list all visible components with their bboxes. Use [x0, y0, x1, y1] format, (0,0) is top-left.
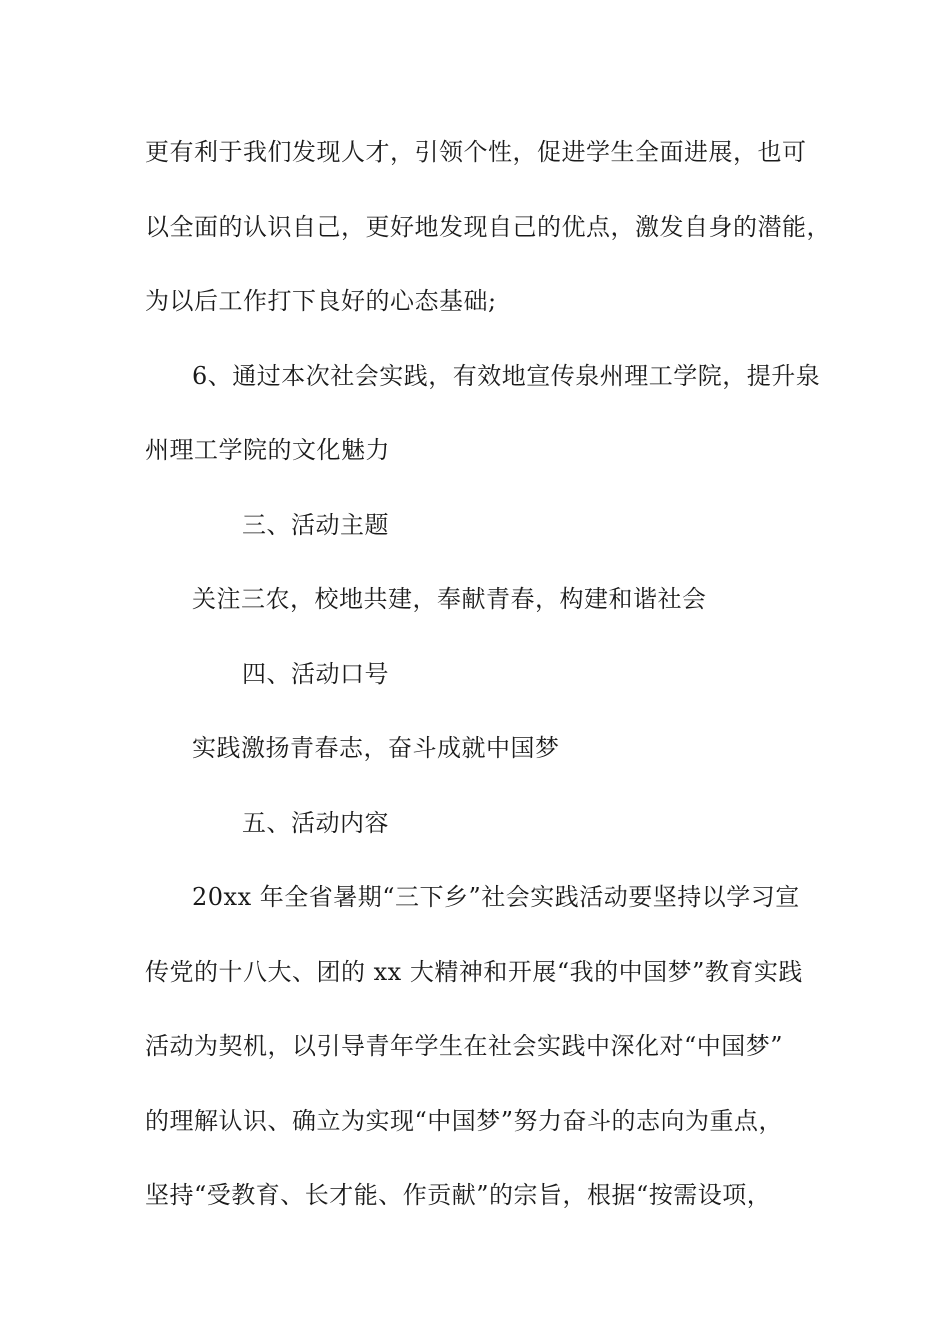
paragraph-line: 州理工学院的文化魅力 — [145, 436, 390, 464]
paragraph-line: 传党的十八大、团的 xx 大精神和开展“我的中国梦”教育实践 — [145, 958, 803, 986]
paragraph-line: 为以后工作打下良好的心态基础; — [145, 287, 497, 315]
section-heading: 四、活动口号 — [242, 660, 389, 688]
paragraph-line: 20xx 年全省暑期“三下乡”社会实践活动要坚持以学习宣 — [192, 883, 800, 911]
paragraph-line: 关注三农，校地共建，奉献青春，构建和谐社会 — [192, 585, 707, 613]
paragraph-line: 的理解认识、确立为实现“中国梦”努力奋斗的志向为重点， — [145, 1107, 784, 1135]
paragraph-line: 活动为契机，以引导青年学生在社会实践中深化对“中国梦” — [145, 1032, 784, 1060]
paragraph-line: 6、通过本次社会实践，有效地宣传泉州理工学院，提升泉 — [192, 362, 821, 390]
paragraph-line: 更有利于我们发现人才，引领个性，促进学生全面进展，也可 — [145, 138, 807, 166]
paragraph-line: 以全面的认识自己，更好地发现自己的优点，激发自身的潜能， — [145, 213, 831, 241]
section-heading: 三、活动主题 — [242, 511, 389, 539]
paragraph-line: 坚持“受教育、长才能、作贡献”的宗旨，根据“按需设项， — [145, 1181, 772, 1209]
paragraph-line: 实践激扬青春志，奋斗成就中国梦 — [192, 734, 560, 762]
section-heading: 五、活动内容 — [242, 809, 389, 837]
